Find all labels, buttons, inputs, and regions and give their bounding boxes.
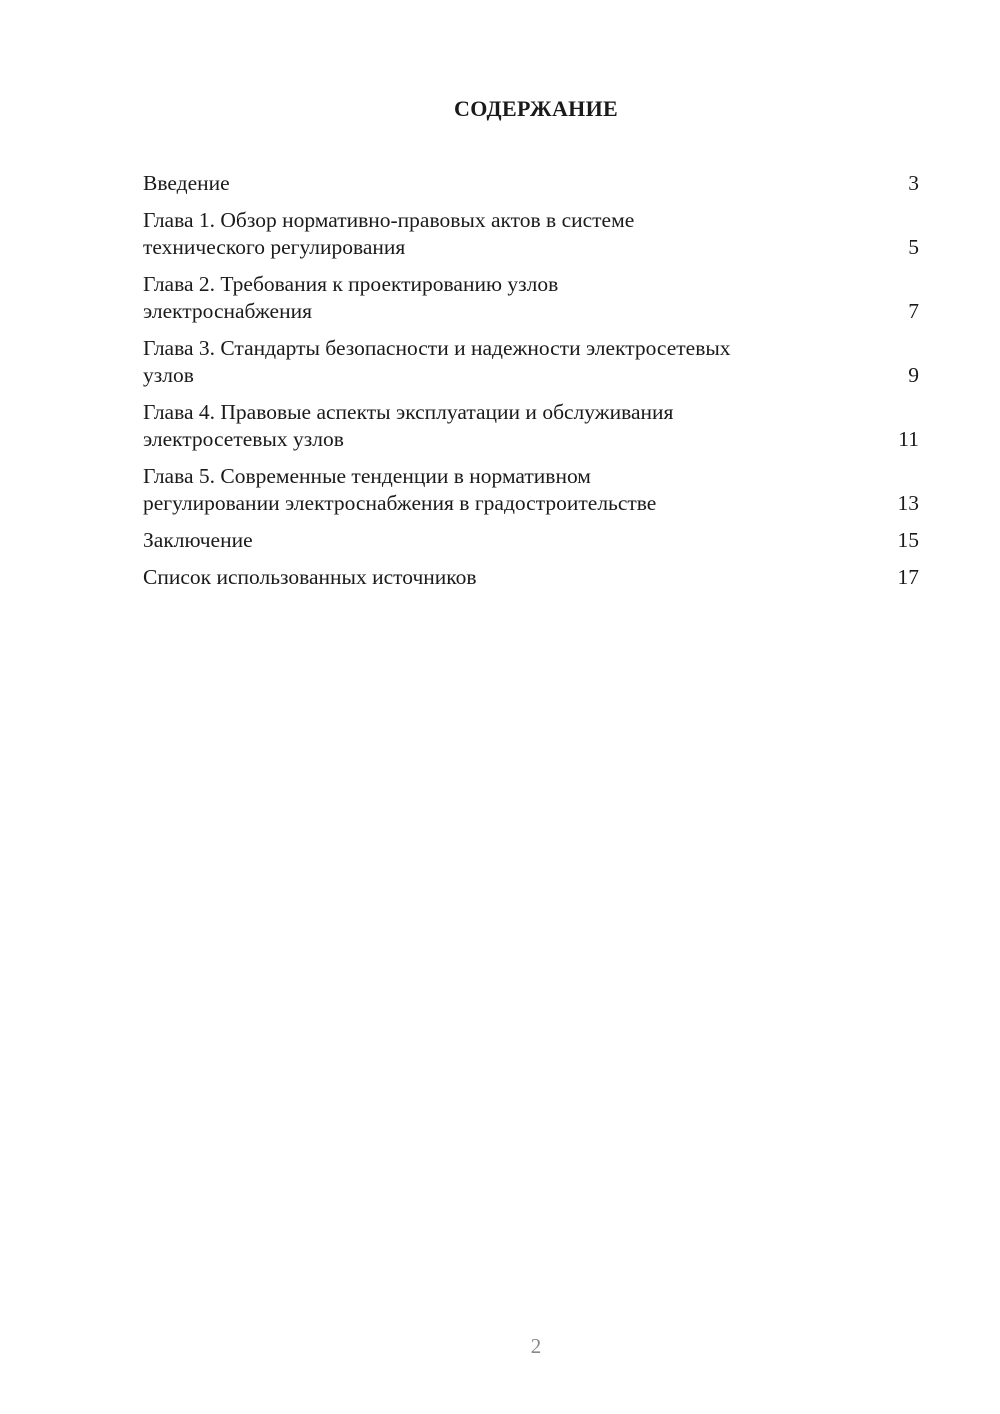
toc-entry-label	[143, 335, 731, 389]
toc-entry-page: 3	[908, 171, 919, 195]
toc-entry-line: Список использованных источников	[143, 565, 477, 589]
toc-entry-page: 15	[897, 528, 919, 552]
toc-entry-page: 13	[897, 491, 919, 515]
table-of-contents	[143, 170, 919, 601]
toc-entry-page: 17	[897, 565, 919, 589]
toc-entry-chapter-2	[143, 271, 919, 325]
toc-entry-line: узлов	[143, 363, 194, 387]
toc-entry-label	[143, 207, 634, 261]
toc-entry-chapter-3	[143, 335, 919, 389]
page-title: СОДЕРЖАНИЕ	[454, 96, 618, 121]
toc-entry-line: электросетевых узлов	[143, 427, 344, 451]
toc-entry-page: 11	[898, 427, 919, 451]
toc-entry-label	[143, 170, 230, 197]
toc-entry-line: регулировании электроснабжения в градостроительстве	[143, 491, 657, 515]
toc-entry-line: Глава 3. Стандарты безопасности и надежности электросетевых	[143, 336, 731, 360]
toc-entry-label	[143, 271, 558, 325]
toc-entry-chapter-5	[143, 463, 919, 517]
toc-entry-page: 5	[908, 235, 919, 259]
toc-entry-label	[143, 564, 477, 591]
toc-entry-line: технического регулирования	[143, 235, 406, 259]
toc-entry-chapter-1	[143, 207, 919, 261]
toc-entry-line: Глава 4. Правовые аспекты эксплуатации и обслуживания	[143, 400, 674, 424]
toc-entry-page: 9	[908, 363, 919, 387]
toc-entry-references	[143, 564, 919, 591]
toc-entry-page: 7	[908, 299, 919, 323]
toc-entry-conclusion	[143, 527, 919, 554]
page-number: 2	[530, 1334, 542, 1358]
toc-entry-introduction	[143, 170, 919, 197]
toc-entry-label	[143, 399, 673, 453]
toc-entry-line: Введение	[143, 171, 230, 195]
toc-entry-label	[143, 527, 253, 554]
toc-entry-label	[143, 463, 656, 517]
toc-entry-chapter-4	[143, 399, 919, 453]
toc-entry-line: Глава 1. Обзор нормативно-правовых актов в системе	[143, 208, 635, 232]
toc-entry-line: Глава 2. Требования к проектированию узлов	[143, 272, 559, 296]
toc-entry-line: Глава 5. Современные тенденции в нормативном	[143, 464, 591, 488]
toc-entry-line: электроснабжения	[143, 299, 312, 323]
toc-entry-line: Заключение	[143, 528, 253, 552]
